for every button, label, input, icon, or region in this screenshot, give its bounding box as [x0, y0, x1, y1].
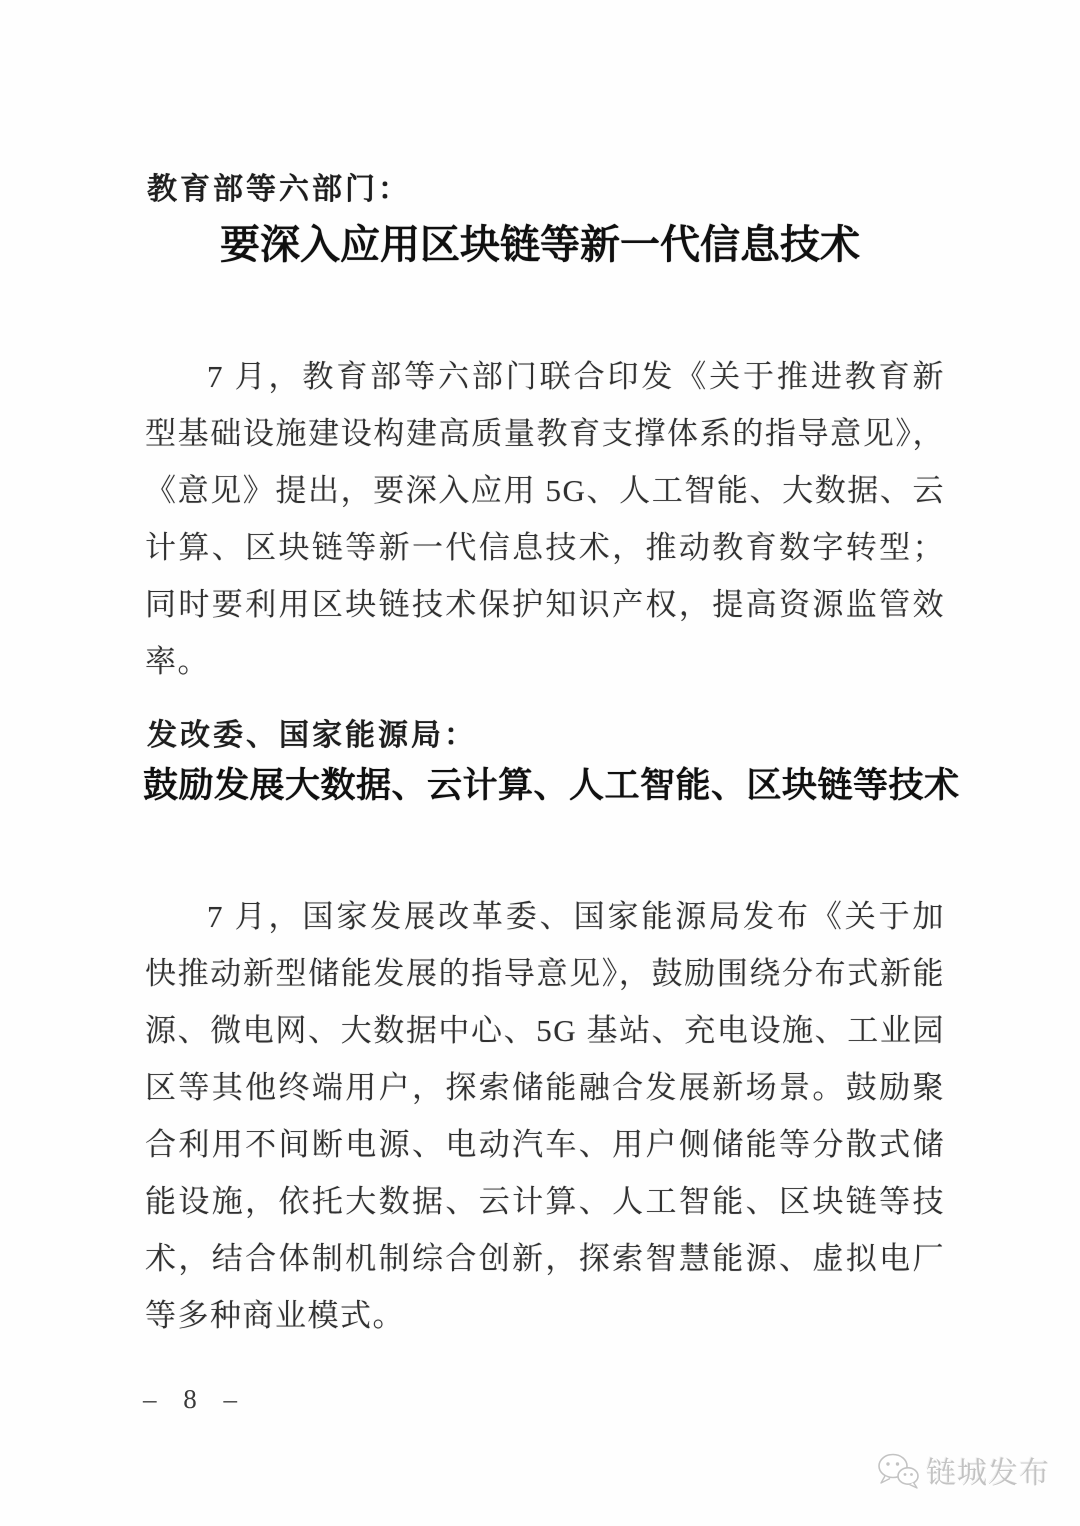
section-2-kicker: 发改委、国家能源局：: [147, 719, 477, 752]
watermark-label: 链城发布: [926, 1457, 1050, 1490]
section-1-kicker: 教育部等六部门：: [147, 173, 411, 206]
wechat-icon: [876, 1451, 920, 1489]
section-1-title: 要深入应用区块链等新一代信息技术: [220, 222, 860, 267]
section-2-paragraph: 7 月，国家发展改革委、国家能源局发布《关于加快推动新型储能发展的指导意见》，鼓励围绕分布式新能源、微电网、大数据中心、5G 基站、充电设施、工业园区等其他终端用户，探索储能融合发展新场景。鼓励聚合利用不间断电源、电动汽车、用户侧储能等分散式储能设施，依托大数据、云计算、人工智能、区块链等技术，结合体制机制综合创新，探索智慧能源、虚拟电厂等多种商业模式。: [145, 899, 945, 1333]
page-number: – 8 –: [143, 1384, 247, 1414]
section-2-title: 鼓励发展大数据、云计算、人工智能、区块链等技术: [143, 766, 960, 805]
watermark: [876, 1448, 1050, 1492]
section-1-paragraph: 7 月，教育部等六部门联合印发《关于推进教育新型基础设施建设构建高质量教育支撑体系的指导意见》，《意见》提出，要深入应用 5G、人工智能、大数据、云计算、区块链等新一代信息技术，推动教育数字转型；同时要利用区块链技术保护知识产权，提高资源监管效率。: [145, 359, 945, 679]
